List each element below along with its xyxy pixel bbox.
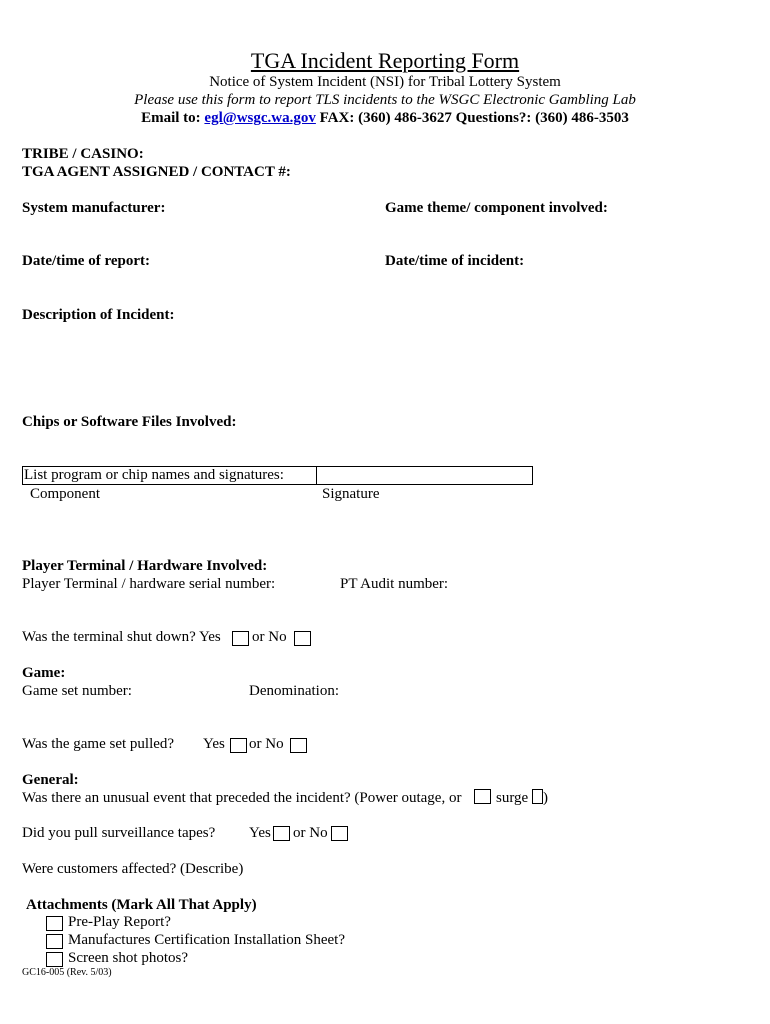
game-heading: Game:	[22, 665, 66, 681]
attachment-item-preplay: Pre-Play Report?	[68, 914, 171, 930]
shutdown-or-no: or No	[252, 629, 287, 645]
tapes-no-checkbox[interactable]	[331, 826, 348, 841]
game-pulled-no-checkbox[interactable]	[290, 738, 307, 753]
game-pulled-or-no: or No	[249, 736, 284, 752]
terminal-heading: Player Terminal / Hardware Involved:	[22, 558, 268, 574]
game-theme-label: Game theme/ component involved:	[385, 200, 608, 216]
tapes-question: Did you pull surveillance tapes?	[22, 825, 216, 841]
form-instruction: Please use this form to report TLS incidents to the WSGC Electronic Gambling Lab	[134, 92, 636, 108]
email-link[interactable]: egl@wsgc.wa.gov	[204, 110, 316, 126]
component-column: Component	[30, 486, 100, 502]
game-pulled-question: Was the game set pulled?	[22, 736, 175, 752]
description-label: Description of Incident:	[22, 307, 175, 323]
game-pulled-yes: Yes	[203, 736, 225, 752]
attachment-item-screenshots: Screen shot photos?	[68, 950, 188, 966]
form-id: GC16-005 (Rev. 5/03)	[22, 967, 112, 978]
surge-checkbox[interactable]	[532, 789, 543, 804]
tapes-yes: Yes	[249, 825, 271, 841]
contact-line	[0, 110, 770, 127]
certification-checkbox[interactable]	[46, 934, 63, 949]
shutdown-no-checkbox[interactable]	[294, 631, 311, 646]
chips-label: Chips or Software Files Involved:	[22, 414, 237, 430]
signature-column: Signature	[322, 486, 380, 502]
attachments-heading: Attachments (Mark All That Apply)	[26, 897, 257, 913]
fax-phone-text: FAX: (360) 486-3627 Questions?: (360) 486-3503	[319, 110, 629, 126]
shutdown-question: Was the terminal shut down? Yes	[22, 629, 221, 645]
unusual-event-question: Was there an unusual event that preceded the incident? (Power outage, or	[22, 790, 462, 806]
denomination-label: Denomination:	[249, 683, 339, 699]
attachment-item-certification: Manufactures Certification Installation Sheet?	[68, 932, 345, 948]
form-subtitle: Notice of System Incident (NSI) for Tribal Lottery System	[209, 74, 561, 90]
shutdown-yes-checkbox[interactable]	[232, 631, 249, 646]
game-pulled-yes-checkbox[interactable]	[230, 738, 247, 753]
email-label: Email to:	[141, 110, 201, 126]
game-set-number-label: Game set number:	[22, 683, 132, 699]
tapes-yes-checkbox[interactable]	[273, 826, 290, 841]
date-report-label: Date/time of report:	[22, 253, 150, 269]
chip-table	[22, 466, 533, 485]
close-paren: )	[543, 790, 548, 806]
screenshot-checkbox[interactable]	[46, 952, 63, 967]
terminal-serial-label: Player Terminal / hardware serial number:	[22, 576, 276, 592]
chip-table-divider	[316, 467, 317, 484]
pt-audit-label: PT Audit number:	[340, 576, 449, 592]
date-incident-label: Date/time of incident:	[385, 253, 525, 269]
surge-label: surge	[496, 790, 529, 806]
page-title: TGA Incident Reporting Form	[250, 48, 520, 73]
tribe-casino-label: TRIBE / CASINO:	[22, 146, 144, 162]
preplay-checkbox[interactable]	[46, 916, 63, 931]
system-manufacturer-label: System manufacturer:	[22, 200, 166, 216]
general-heading: General:	[22, 772, 79, 788]
power-outage-checkbox[interactable]	[474, 789, 491, 804]
customers-question: Were customers affected? (Describe)	[22, 861, 244, 877]
tga-agent-label: TGA AGENT ASSIGNED / CONTACT #:	[22, 164, 291, 180]
chip-table-header: List program or chip names and signatures:	[24, 467, 284, 483]
tapes-or-no: or No	[293, 825, 328, 841]
